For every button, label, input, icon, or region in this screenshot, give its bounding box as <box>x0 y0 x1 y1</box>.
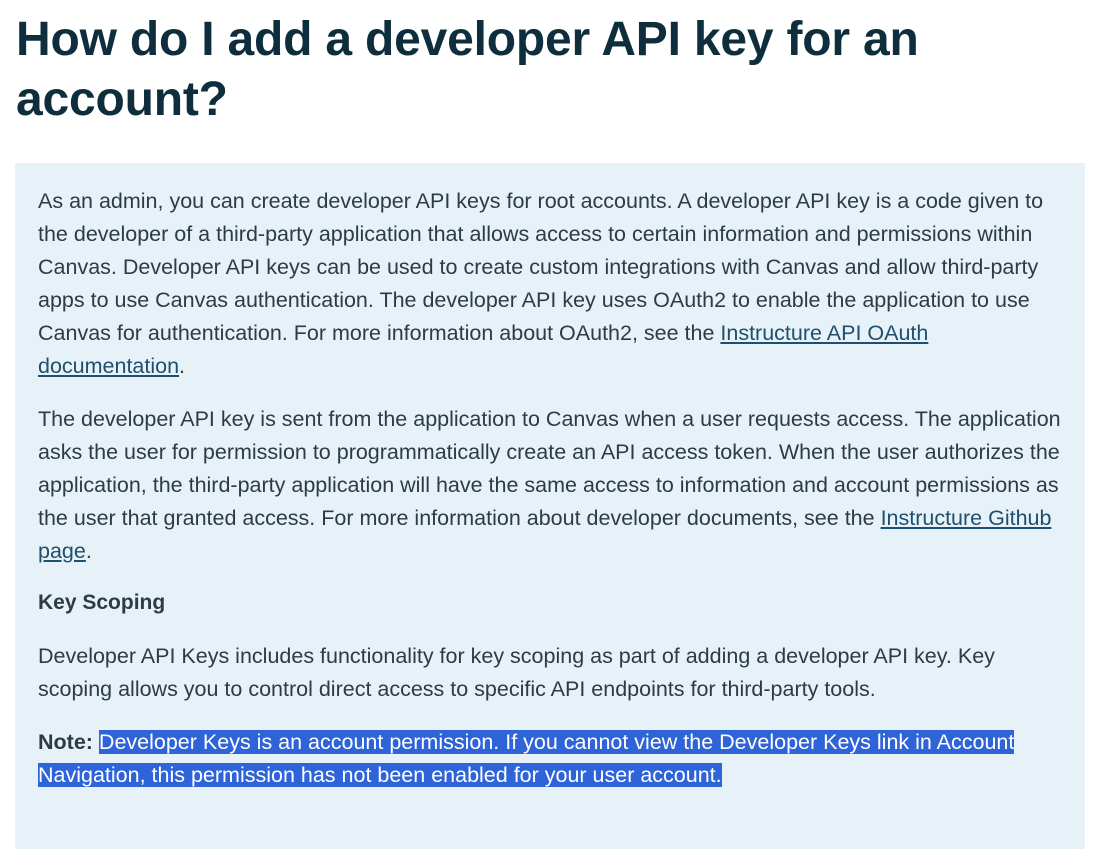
article-content-box <box>15 163 1085 849</box>
note-paragraph <box>38 726 1061 792</box>
note-label: Note: <box>38 730 93 754</box>
intro-paragraph-text: As an admin, you can create developer API keys for root accounts. A developer API key is a code given to the developer of a third-party application that allows access to certain information and permissions within Canvas. Developer API keys can be used to create custom integrations with Canvas and allow third-party apps to use Canvas authentication. The developer API key uses OAuth2 to enable the application to use Canvas for authentication. For more information about OAuth2, see the <box>38 189 1044 345</box>
oauth-documentation-link[interactable]: Instructure API OAuth documentation <box>38 321 929 378</box>
intro-paragraph-suffix: . <box>179 354 186 378</box>
intro-paragraph <box>38 185 1061 383</box>
github-page-link[interactable]: Instructure Github page <box>38 506 1052 563</box>
page-title: How do I add a developer API key for an account? <box>16 13 919 126</box>
access-paragraph-text: The developer API key is sent from the application to Canvas when a user requests access. The application asks the user for permission to programmatically create an API access token. When the user authorizes the application, the third-party application will have the same access to information and account permissions as the user that granted access. For more information about developer documents, see the <box>38 407 1061 530</box>
selected-note-text[interactable]: Developer Keys is an account permission. If you cannot view the Developer Keys link in Account Navigation, this permission has not been enabled for your user account. <box>38 730 1015 787</box>
access-paragraph <box>38 403 1061 568</box>
key-scoping-paragraph: Developer API Keys includes functionality for key scoping as part of adding a developer API key. Key scoping allows you to control direct access to specific API endpoints for third-party tools. <box>38 644 995 701</box>
key-scoping-heading: Key Scoping <box>38 591 166 614</box>
access-paragraph-suffix: . <box>85 539 92 563</box>
